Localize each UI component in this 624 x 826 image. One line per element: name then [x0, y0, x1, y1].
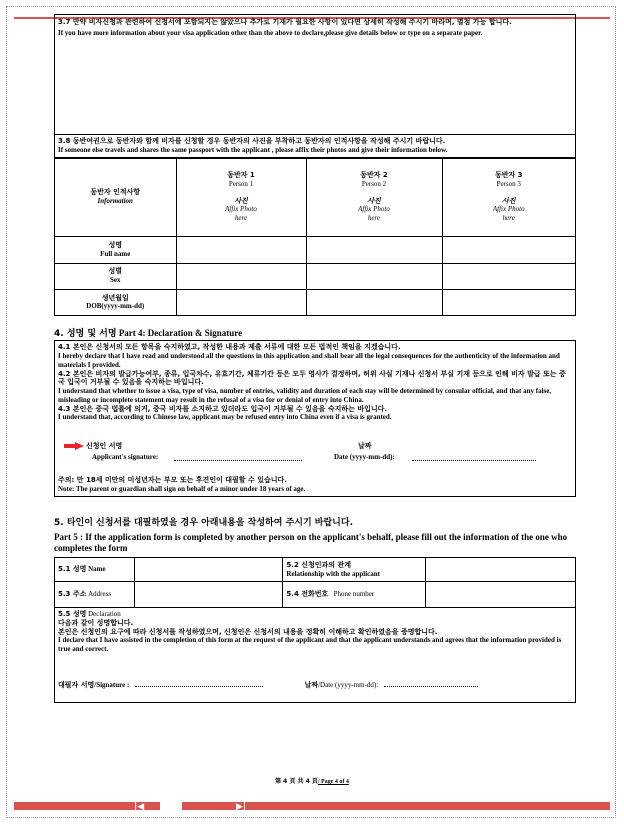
proxy-signature-field[interactable]: [135, 686, 263, 687]
f54-label: [283, 582, 425, 608]
fullname-en: Full name: [100, 249, 131, 258]
person-2-dob-field[interactable]: [306, 289, 442, 315]
decl-ko-2: 본인은 신청인의 요구에 따라 신청서를 작성하였으며, 신청인은 신청서의 내용을 정확히 이해하고 확인하였음을 증명합니다.: [58, 627, 438, 636]
info-label-cell: [55, 158, 176, 236]
part4-title-en: Part 4: Declaration & Signature: [118, 328, 243, 338]
form-page: [54, 14, 576, 703]
person-3-sex-field[interactable]: [442, 263, 575, 289]
bottom-toolbar: [14, 802, 610, 810]
part4-title-ko: 4. 성명 및 서명: [54, 329, 117, 339]
page-number-box[interactable]: [160, 799, 182, 813]
photo-label-en: Affix Photo here: [225, 205, 257, 223]
companion-table: [55, 158, 575, 316]
proxy-date-label: /Date (yyyy-mm-dd):: [318, 681, 379, 690]
part4-box: [54, 340, 576, 496]
person-2-name-field[interactable]: [306, 236, 442, 263]
sec38-english: If someone else travels and shares the same passport with the applicant , please affix their photos and give their information below.: [58, 145, 448, 154]
person-3-photo-cell[interactable]: [442, 158, 575, 236]
person-1-sex-field[interactable]: [176, 263, 306, 289]
name-field[interactable]: [135, 558, 283, 582]
page-footer: [0, 776, 624, 785]
decl-ko-1: 다음과 같이 성명합니다.: [58, 618, 134, 627]
part5-table: [54, 557, 576, 703]
fullname-label-cell: [55, 236, 176, 263]
f52-label: [283, 558, 425, 582]
f53-label: [55, 582, 135, 608]
footer-page-ko: 第 4 頁 共 4 頁: [275, 778, 318, 785]
last-page-icon[interactable]: ▶|: [236, 802, 247, 812]
p42-en: I understand that whether to issue a visa, type of visa, number of entries, validity and duration of each stay will be determined by consular official, and that any false, misleading or incomplete statement may result in the refusal of a visa for or denial of entry into China.: [58, 387, 552, 404]
phone-field[interactable]: [425, 582, 575, 608]
person-2-en: Person 2: [361, 179, 387, 188]
person-1-name-field[interactable]: [176, 236, 306, 263]
person-3-ko: 동반자 3: [494, 171, 523, 180]
dob-label-cell: [55, 289, 176, 315]
f52-en: Relationship with the applicant: [286, 569, 380, 578]
p43-ko: 4.3 본인은 중국 법률에 의거, 중국 비자를 소지하고 있더라도 입국이 거부될 수 있음을 숙지하는 바입니다.: [58, 404, 388, 413]
sec38-header: [55, 135, 575, 158]
part5-title-ko: 5. 타인이 신청서를 대필하였을 경우 아래내용을 작성하여 주시기 바랍니다.: [54, 517, 353, 528]
dob-ko: 생년월일: [101, 293, 129, 302]
f55-ko: 5.5 성명: [58, 610, 87, 619]
person-1-dob-field[interactable]: [176, 289, 306, 315]
sex-ko: 성별: [108, 267, 123, 276]
photo-label-ko: 사진: [367, 196, 381, 205]
proxy-date-ko: 날짜: [304, 681, 319, 690]
info-label-en: Information: [97, 197, 133, 205]
person-3-name-field[interactable]: [442, 236, 575, 263]
applicant-signature-label: Applicant's signature:: [92, 453, 159, 461]
date-ko: 날짜: [358, 442, 372, 450]
decl-en: I declare that I have assisted in the completion of this form at the request of the applicant and that the applicant understands and agrees that the information provided is true and correct.: [58, 636, 562, 654]
dob-en: DOB(yyyy-mm-dd): [86, 302, 145, 311]
f54-en: Phone number: [333, 590, 375, 599]
photo-label-en: Affix Photo here: [358, 205, 390, 223]
f53-en: Address: [88, 590, 112, 599]
proxy-signature-ko: 대필자 서명: [58, 681, 95, 690]
person-1-photo-cell[interactable]: [176, 158, 306, 236]
section-3-8: [54, 135, 576, 316]
proxy-date-field[interactable]: [384, 686, 478, 687]
person-1-en: Person 1: [228, 179, 254, 188]
person-2-ko: 동반자 2: [360, 171, 388, 180]
f51-ko: 5.1 성명: [58, 565, 87, 574]
signature-row: [58, 438, 572, 468]
sec37-korean: 3.7 만약 비자신청과 관련하여 신청서에 포함되지는 않았으나 추가로 기재가 필요한 사항이 있다면 상세히 작성해 주시기 바라며, 별첨 가능 합니다.: [58, 18, 512, 26]
section-3-7: [54, 14, 576, 135]
relationship-field[interactable]: [425, 558, 575, 582]
sec37-english: If you have more information about your visa application other than the above to declare,please give details below or type on a separate paper.: [58, 28, 483, 37]
p41-en: I hereby declare that I have read and understood all the questions in this application and shall bear all the legal consequences for the authenticity of the information and materials I provided.: [58, 352, 560, 369]
person-3-dob-field[interactable]: [442, 289, 575, 315]
p42-ko: 4.2 본인은 비자의 발급가능여부, 종류, 입국차수, 유효기간, 체류기간 등은 모두 영사가 결정하며, 허위 사실 기재나 신청서 부실 기재 등으로 인해 비자 발급 또는 중국 입국이 거부될 수 있음을 숙지하는 바입니다.: [58, 369, 566, 387]
note-en: Note: The parent or guardian shall sign on behalf of a minor under 18 years of age.: [58, 484, 306, 493]
person-3-en: Person 3: [496, 179, 521, 188]
f52-ko: 5.2 신청인과의 관계: [286, 560, 352, 569]
fullname-ko: 성명: [108, 240, 123, 249]
person-2-sex-field[interactable]: [306, 263, 442, 289]
sex-label-cell: [55, 263, 176, 289]
photo-label-en: Affix Photo here: [492, 205, 525, 223]
part4-title: [54, 328, 576, 340]
part5-title-en: Part 5 : If the application form is completed by another person on the applicant's behalf, please fill out the information of the one who completes the form: [54, 531, 568, 554]
f51-label: [55, 558, 135, 582]
date-label: Date (yyyy-mm-dd):: [334, 453, 395, 461]
f54-ko: 5.4 전화번호: [286, 590, 329, 599]
proxy-signature-row: [58, 681, 568, 693]
sex-en: Sex: [110, 276, 121, 284]
p43-en: I understand that, according to Chinese law, applicant may be refused entry into China even if a visa is granted.: [58, 413, 392, 422]
photo-label-ko: 사진: [501, 196, 516, 205]
part5-title: [54, 517, 576, 529]
p41-ko: 4.1 본인은 신청서의 모든 항목을 숙지하였고, 작성한 내용과 제출 서류에 대한 모든 법적인 책임을 지겠습니다.: [58, 343, 401, 352]
sec38-korean: 3.8 동반여권으로 동반자와 함께 비자를 신청할 경우 동반자의 사진을 부착하고 동반자의 인적사항을 작성해 주시기 바랍니다.: [58, 137, 446, 145]
f53-ko: 5.3 주소: [58, 590, 87, 599]
person-2-photo-cell[interactable]: [306, 158, 442, 236]
applicant-date-field[interactable]: [412, 460, 536, 461]
person-1-ko: 동반자 1: [227, 171, 255, 180]
address-field[interactable]: [135, 582, 283, 608]
footer-page-en: / Page 4 of 4: [317, 779, 349, 785]
first-page-icon[interactable]: |◀: [134, 802, 145, 812]
note-ko: 주의: 만 18세 미만의 미성년자는 부모 또는 후견인이 대필할 수 있습니다.: [58, 476, 287, 484]
applicant-signature-ko: 신청인 서명: [86, 442, 123, 450]
f55-en: Declaration: [88, 610, 121, 619]
declaration-cell: [55, 608, 576, 703]
f51-en: Name: [88, 565, 106, 574]
proxy-signature-label: /Signature :: [94, 681, 130, 690]
info-label-ko: 동반자 인적사항: [90, 188, 141, 197]
photo-label-ko: 사진: [234, 196, 248, 205]
applicant-signature-field[interactable]: [174, 460, 302, 461]
arrow-right-icon: [64, 442, 84, 450]
